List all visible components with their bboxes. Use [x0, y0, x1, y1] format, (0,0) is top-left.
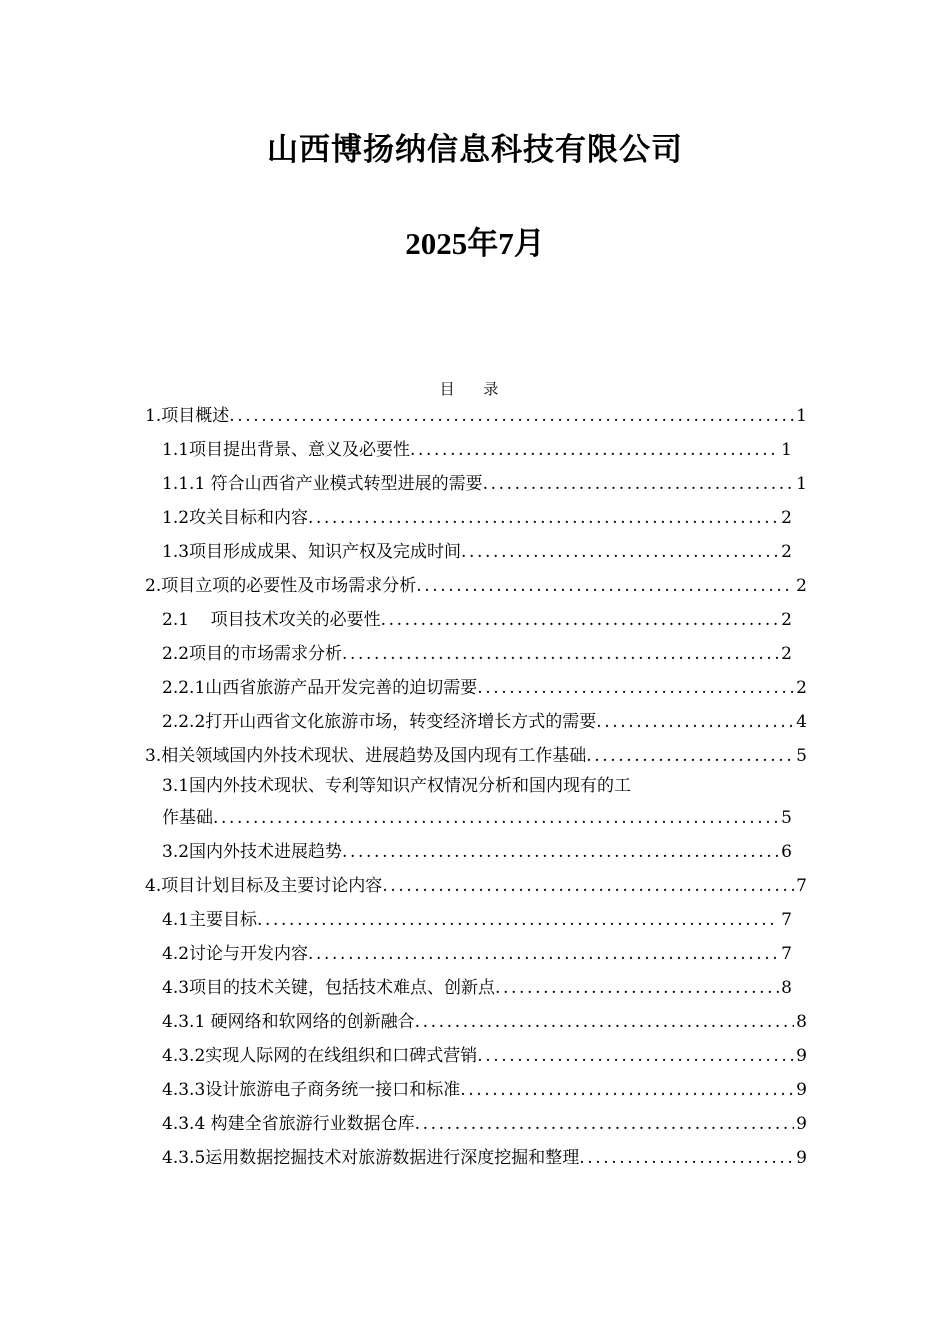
toc-entry[interactable]	[162, 506, 792, 530]
toc-entry-page: 6	[781, 842, 792, 862]
toc-entry[interactable]	[162, 608, 792, 632]
toc-entry-page: 9	[796, 1148, 807, 1168]
toc-leader-dots	[477, 1044, 794, 1068]
toc-leader-dots	[213, 806, 779, 830]
toc-entry-title: 2.项目立项的必要性及市场需求分析	[145, 576, 417, 596]
toc-entry-title: 3.相关领域国内外技术现状、进展趋势及国内现有工作基础	[145, 746, 587, 766]
toc-entry-title: 1.2攻关目标和内容	[162, 508, 309, 528]
toc-leader-dots	[495, 976, 779, 1000]
toc-entry-page: 7	[781, 944, 792, 964]
toc-entry-title: 4.2讨论与开发内容	[162, 944, 309, 964]
toc-entry[interactable]	[162, 1010, 807, 1034]
toc-entry-page: 2	[781, 644, 792, 664]
toc-entry[interactable]	[162, 1146, 807, 1170]
toc-leader-dots	[596, 710, 794, 734]
toc-leader-dots	[461, 540, 779, 564]
toc-entry-page: 9	[796, 1046, 807, 1066]
toc-leader-dots	[483, 472, 795, 496]
document-date: 2025年7月	[405, 226, 545, 261]
toc-entry-page: 2	[796, 678, 807, 698]
toc-entry-title: 1.1.1 符合山西省产业模式转型进展的需要	[162, 474, 483, 494]
toc-entry[interactable]	[162, 642, 792, 666]
toc-entry-title: 4.3.5运用数据挖掘技术对旅游数据进行深度挖掘和整理	[162, 1148, 580, 1168]
toc-leader-dots	[410, 438, 779, 462]
toc-entry-title: 4.3.2实现人际网的在线组织和口碑式营销	[162, 1046, 478, 1066]
toc-entry-page: 9	[796, 1080, 807, 1100]
toc-entry-page: 1	[796, 406, 807, 426]
toc-entry-page: 7	[781, 910, 792, 930]
toc-entry[interactable]	[162, 942, 792, 966]
toc-entry-page: 2	[781, 610, 792, 630]
toc-entry-page: 2	[781, 542, 792, 562]
toc-entry-page: 8	[781, 978, 792, 998]
toc-entry-title: 2.2.1山西省旅游产品开发完善的迫切需要	[162, 678, 478, 698]
toc-leader-dots	[308, 506, 779, 530]
toc-entry-title-line1[interactable]: 3.1国内外技术现状、专利等知识产权情况分析和国内现有的工	[162, 776, 632, 796]
toc-entry[interactable]	[162, 976, 792, 1000]
toc-entry[interactable]	[162, 1044, 807, 1068]
toc-entry-page: 2	[781, 508, 792, 528]
toc-entry-page: 7	[796, 876, 807, 896]
toc-entry-title: 2.2项目的市场需求分析	[162, 644, 343, 664]
toc-leader-dots	[308, 942, 779, 966]
toc-entry[interactable]	[162, 676, 807, 700]
toc-entry-title: 4.项目计划目标及主要讨论内容	[145, 876, 383, 896]
toc-leader-dots	[586, 744, 794, 768]
toc-entry[interactable]	[162, 540, 792, 564]
toc-entry[interactable]	[145, 574, 807, 598]
toc-entry[interactable]	[162, 472, 807, 496]
toc-entry-title: 1.项目概述	[145, 406, 230, 426]
toc-leader-dots	[342, 642, 779, 666]
toc-leader-dots	[381, 608, 780, 632]
toc-leader-dots	[382, 874, 794, 898]
toc-entry-title: 2.1 项目技术攻关的必要性	[162, 610, 381, 630]
toc-entry-page: 1	[796, 474, 807, 494]
toc-leader-dots	[415, 1010, 795, 1034]
toc-entry-title: 4.1主要目标	[162, 910, 258, 930]
toc-entry[interactable]	[162, 908, 792, 932]
toc-entry[interactable]	[162, 1078, 807, 1102]
toc-leader-dots	[229, 404, 794, 428]
toc-leader-dots	[460, 1078, 794, 1102]
toc-leader-dots	[415, 1112, 795, 1136]
toc-entry-page: 5	[781, 808, 792, 828]
toc-entry-title: 4.3项目的技术关键，包括技术难点、创新点	[162, 978, 496, 998]
company-name: 山西博扬纳信息科技有限公司	[267, 132, 683, 168]
toc-leader-dots	[342, 840, 779, 864]
toc-entry-title: 作基础	[162, 808, 213, 828]
toc-entry-page: 4	[796, 712, 807, 732]
toc-entry-page: 1	[781, 440, 792, 460]
toc-entry[interactable]	[162, 1112, 807, 1136]
toc-entry[interactable]	[145, 874, 807, 898]
toc-entry-title: 3.2国内外技术进展趋势	[162, 842, 343, 862]
toc-entry-title: 4.3.3设计旅游电子商务统一接口和标准	[162, 1080, 461, 1100]
toc-leader-dots	[416, 574, 794, 598]
toc-entry-title: 1.1项目提出背景、意义及必要性	[162, 440, 411, 460]
toc-entry-title: 2.2.2打开山西省文化旅游市场，转变经济增长方式的需要	[162, 712, 597, 732]
toc-entry[interactable]	[145, 744, 807, 768]
toc-entry[interactable]	[162, 438, 792, 462]
toc-entry-title: 4.3.4 构建全省旅游行业数据仓库	[162, 1114, 415, 1134]
toc-entry-page: 8	[796, 1012, 807, 1032]
toc-leader-dots	[477, 676, 794, 700]
toc-entry[interactable]	[145, 404, 807, 428]
toc-entry[interactable]	[162, 840, 792, 864]
toc-entry-page: 9	[796, 1114, 807, 1134]
toc-leader-dots	[579, 1146, 794, 1170]
toc-entry-page: 2	[796, 576, 807, 596]
toc-entry-title: 4.3.1 硬网络和软网络的创新融合	[162, 1012, 415, 1032]
toc-entry-page: 5	[796, 746, 807, 766]
toc-heading: 目 录	[439, 380, 511, 398]
toc-entry[interactable]	[162, 806, 792, 830]
toc-leader-dots	[257, 908, 779, 932]
toc-entry-title: 1.3项目形成成果、知识产权及完成时间	[162, 542, 462, 562]
toc-entry[interactable]	[162, 710, 807, 734]
